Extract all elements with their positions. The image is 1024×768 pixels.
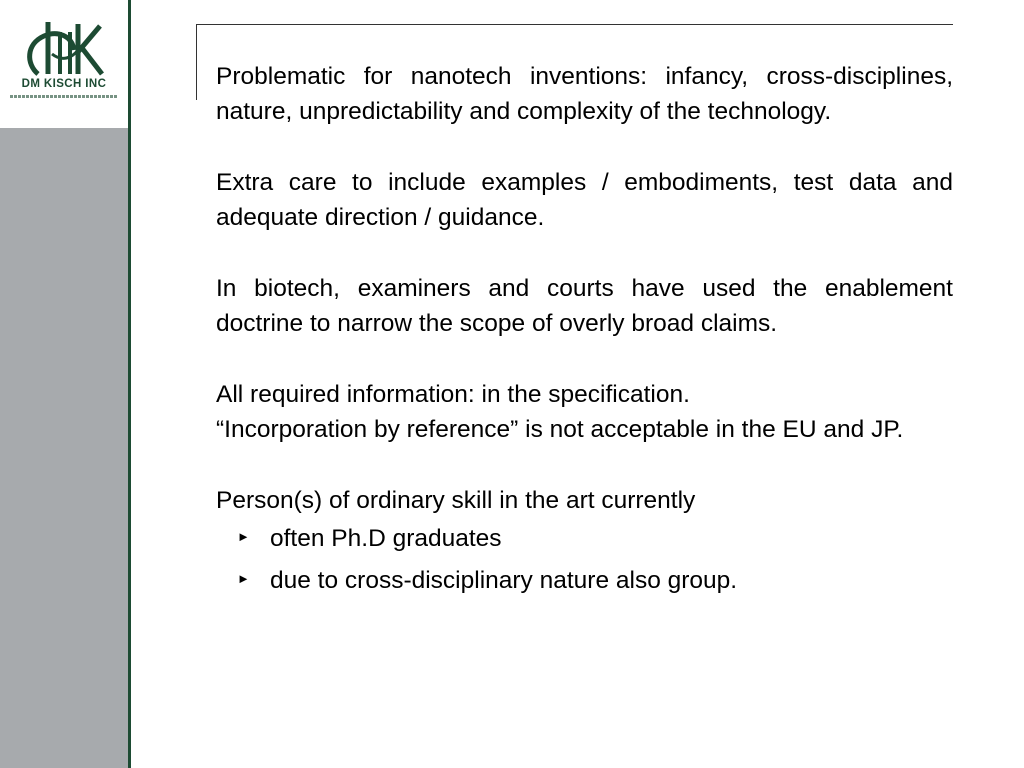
paragraph-nanotech: Problematic for nanotech inventions: infancy, cross-disciplines, nature, unpredictability and complexity of the technology. (216, 63, 953, 125)
list-item (216, 522, 953, 556)
logo-name: DM KISCH INC (21, 78, 107, 90)
paragraph-biotech: In biotech, examiners and courts have used the enablement doctrine to narrow the scope of overly broad claims. (216, 275, 953, 337)
logo-tagline-decor (10, 95, 118, 98)
list-item (216, 564, 953, 598)
slide-body (216, 60, 953, 606)
paragraph-incorporation: “Incorporation by reference” is not acceptable in the EU and JP. (216, 415, 904, 443)
frame-left-line (196, 24, 197, 100)
triangle-right-icon: ► (237, 570, 250, 586)
sidebar-divider (128, 0, 131, 768)
bullet-text: due to cross-disciplinary nature also group. (270, 566, 738, 594)
sidebar-panel (0, 128, 128, 768)
bullet-list (216, 522, 953, 598)
frame-top-line (196, 24, 953, 25)
bullet-text: often Ph.D graduates (270, 524, 502, 552)
paragraph-person-skill: Person(s) of ordinary skill in the art currently (216, 487, 696, 514)
paragraph-extra-care: Extra care to include examples / embodiments, test data and adequate direction / guidance. (216, 169, 953, 231)
company-logo (8, 14, 120, 104)
paragraph-required-info: All required information: in the specification. (216, 381, 690, 408)
logo-mark-icon (8, 14, 120, 84)
logo-area (0, 0, 128, 128)
triangle-right-icon: ► (237, 528, 250, 544)
